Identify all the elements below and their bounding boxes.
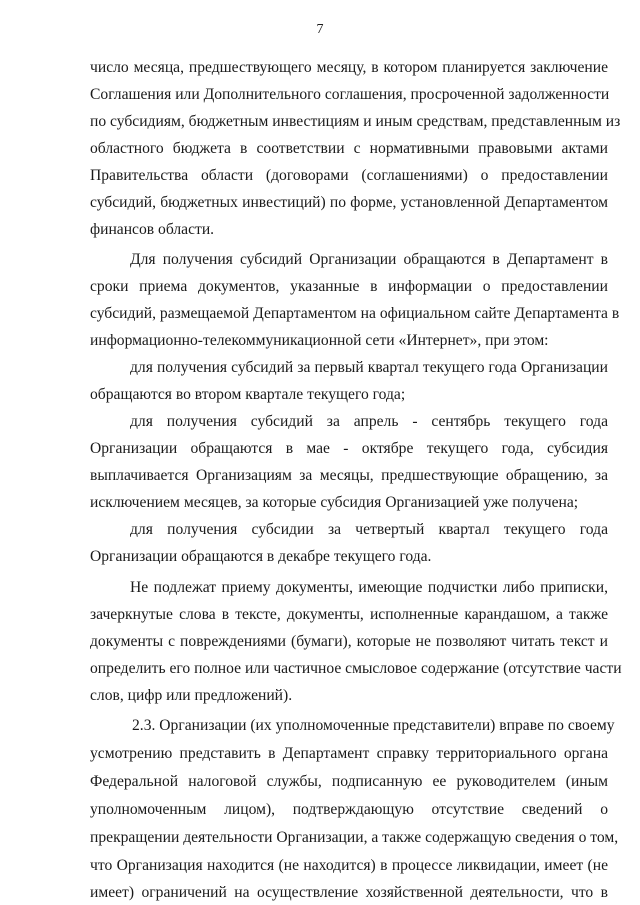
text-line: Соглашения или Дополнительного соглашения, просроченной задолженности	[90, 86, 610, 103]
text-line: Для получения субсидий Организации обращаются в Департамент в	[130, 251, 608, 268]
text-line: выплачивается Организациям за месяцы, предшествующие обращению, за	[90, 467, 608, 484]
text-line: областного бюджета в соответствии с нормативными правовыми актами	[90, 140, 608, 157]
text-line: для получения субсидии за четвертый квартал текущего года	[130, 521, 608, 538]
text-line: что Организация находится (не находится) в процессе ликвидации, имеет (не	[90, 857, 608, 874]
text-line: Организации обращаются в мае - октябре текущего года, субсидия	[90, 440, 608, 457]
text-line: Федеральной налоговой службы, подписанную ее руководителем (иным	[90, 773, 608, 790]
text-line: для получения субсидий за апрель - сентябрь текущего года	[130, 413, 608, 430]
text-line: Правительства области (договорами (соглашениями) о предоставлении	[90, 167, 608, 184]
text-line: документы с повреждениями (бумаги), которые не позволяют читать текст и	[90, 633, 608, 650]
text-line: число месяца, предшествующего месяцу, в котором планируется заключение	[90, 59, 608, 76]
text-line: уполномоченным лицом), подтверждающую отсутствие сведений о	[90, 801, 608, 818]
text-line: слов, цифр или предложений).	[90, 687, 293, 704]
text-line: прекращении деятельности Организации, а также содержащую сведения о том,	[90, 829, 619, 846]
text-line: финансов области.	[90, 221, 215, 238]
text-line: Не подлежат приему документы, имеющие подчистки либо приписки,	[130, 579, 608, 596]
text-line: Организации обращаются в декабре текущего года.	[90, 548, 432, 565]
text-line: субсидий, бюджетных инвестиций) по форме, установленной Департаментом	[90, 194, 608, 211]
text-line: имеет) ограничений на осуществление хозяйственной деятельности, что в	[90, 884, 608, 901]
text-line: 2.3. Организации (их уполномоченные представители) вправе по своему	[132, 717, 615, 734]
text-line: определить его полное или частичное смысловое содержание (отсутствие части	[90, 660, 622, 677]
text-line: информационно-телекоммуникационной сети «Интернет», при этом:	[90, 332, 549, 349]
text-line: обращаются во втором квартале текущего года;	[90, 386, 406, 403]
text-line: по субсидиям, бюджетным инвестициям и иным средствам, представленным из	[90, 113, 621, 130]
text-line: зачеркнутые слова в тексте, документы, исполненные карандашом, а также	[90, 606, 608, 623]
text-line: сроки приема документов, указанные в информации о предоставлении	[90, 278, 608, 295]
text-line: субсидий, размещаемой Департаментом на официальном сайте Департамента в	[90, 305, 620, 322]
text-line: усмотрению представить в Департамент справку территориального органа	[90, 745, 608, 762]
text-line: исключением месяцев, за которые субсидия Организацией уже получена;	[90, 494, 579, 511]
text-line: для получения субсидий за первый квартал текущего года Организации	[130, 359, 608, 376]
page-number: 7	[316, 22, 324, 37]
